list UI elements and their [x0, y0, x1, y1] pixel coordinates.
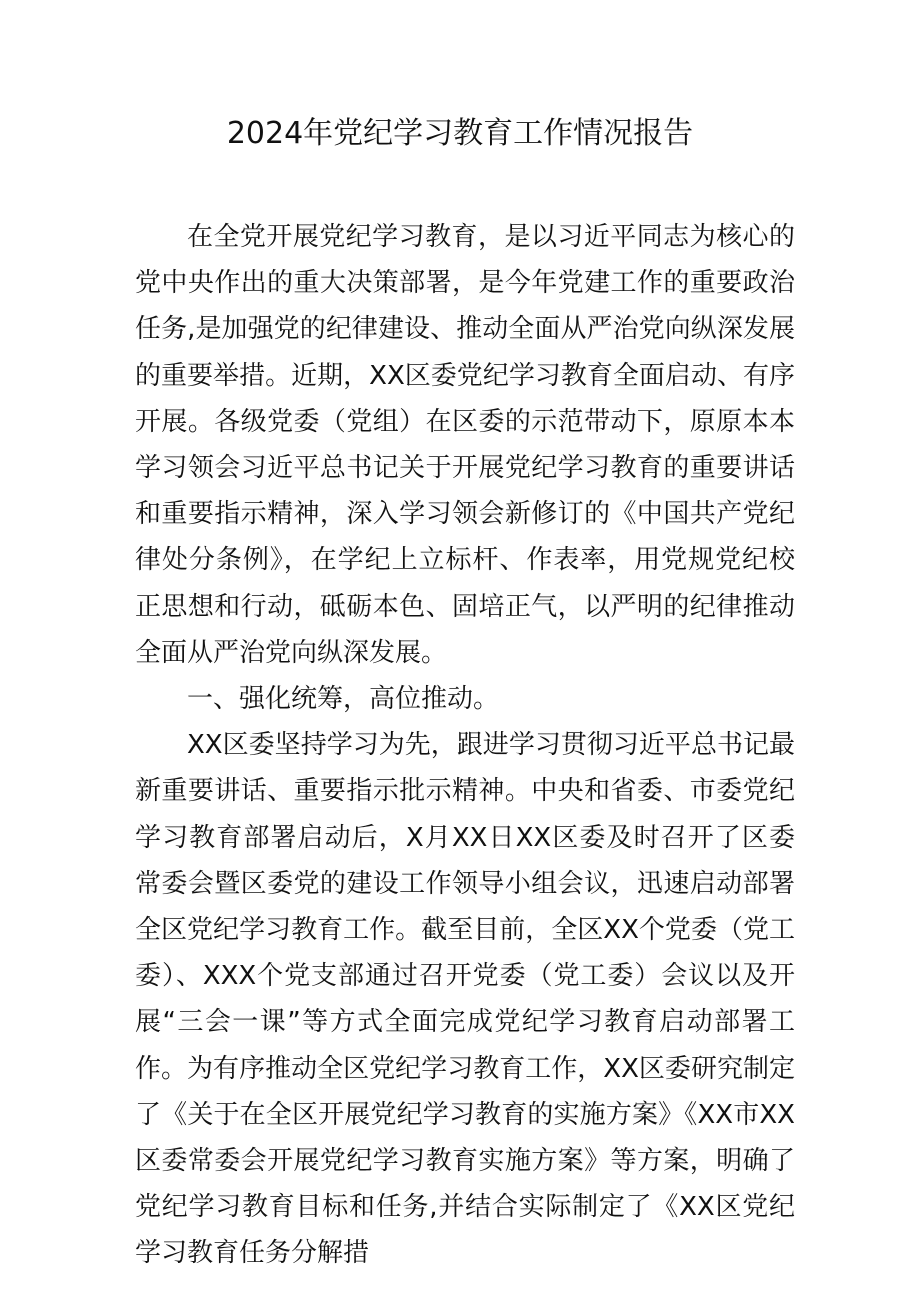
paragraph-section-1: XX区委坚持学习为先，跟进学习贯彻习近平总书记最新重要讲话、重要指示批示精神。中央和省委、市委党纪学习教育部署启动后，X月XX日XX区委及时召开了区委常委会暨区委党的建设工作领导小组会议，迅速启动部署全区党纪学习教育工作。截至目前，全区XX个党委（党工委）、XXX个党支部通过召开党委（党工委）会议以及开展“三会一课”等方式全面完成党纪学习教育启动部署工作。为有序推动全区党纪学习教育工作，XX区委研究制定了《关于在全区开展党纪学习教育的实施方案》《XX市XX区委常委会开展党纪学习教育实施方案》等方案，明确了党纪学习教育目标和任务,并结合实际制定了《XX区党纪学习教育任务分解措 — [135, 730, 795, 1269]
paragraph-intro: 在全党开展党纪学习教育，是以习近平同志为核心的党中央作出的重大决策部署，是今年党建工作的重要政治任务,是加强党的纪律建设、推动全面从严治党向纵深发展的重要举措。近期，XX区委党纪学习教育全面启动、有序开展。各级党委（党组）在区委的示范带动下，原原本本学习领会习近平总书记关于开展党纪学习教育的重要讲话和重要指示精神，深入学习领会新修订的《中国共产党纪律处分条例》，在学纪上立标杆、作表率，用党规党纪校正思想和行动，砥砺本色、固培正气，以严明的纪律推动全面从严治党向纵深发展。 — [135, 222, 795, 668]
section-heading-1: 一、强化统筹，高位推动。 — [187, 684, 500, 715]
document-body — [135, 214, 795, 1277]
document-title: 2024年党纪学习教育工作情况报告 — [226, 116, 694, 151]
